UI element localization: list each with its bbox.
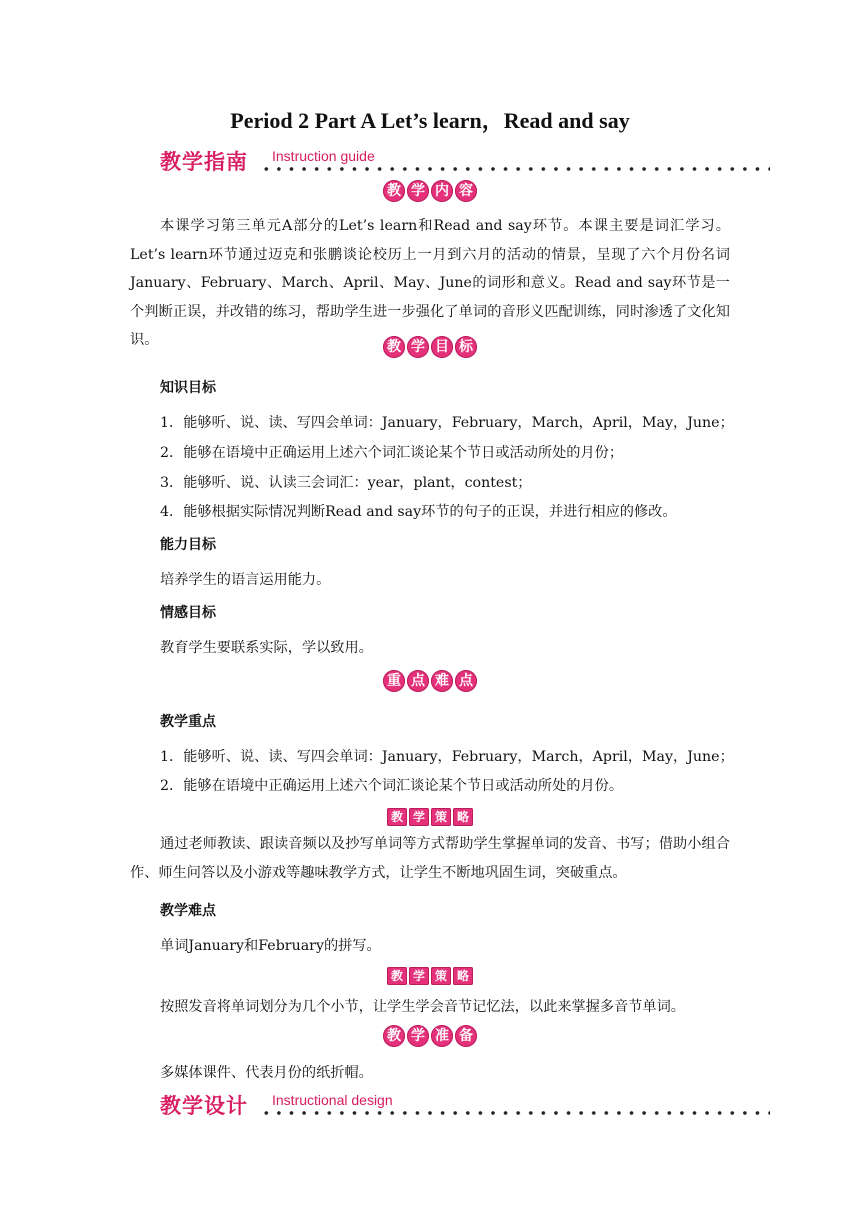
teaching-key-item: 1．能够听、说、读、写四会单词：January，February，March，April，May，June； <box>160 749 734 765</box>
knowledge-goal-item: 2．能够在语境中正确运用上述六个词汇谈论某个节日或活动所处的月份； <box>160 445 624 461</box>
badge-char: 策 <box>431 967 451 985</box>
badge-char: 目 <box>431 336 453 358</box>
badge-char: 教 <box>383 336 405 358</box>
badge-char: 学 <box>407 180 429 202</box>
teaching-key-heading: 教学重点 <box>160 714 216 730</box>
emotion-goals-text: 教育学生要联系实际，学以致用。 <box>160 640 373 656</box>
badge-char: 点 <box>407 670 429 692</box>
teaching-key-strategy: 通过老师教读、跟读音频以及抄写单词等方式帮助学生掌握单词的发音、书写；借助小组合作、师生问答以及小游戏等趣味教学方式，让学生不断地巩固生词，突破重点。 <box>130 836 730 881</box>
badge-char: 教 <box>383 180 405 202</box>
badge-char: 教 <box>383 1025 405 1047</box>
badge-char: 学 <box>407 336 429 358</box>
badge-char: 策 <box>431 808 451 826</box>
preparation-text: 多媒体课件、代表月份的纸折帽。 <box>160 1065 373 1081</box>
ability-goals-heading: 能力目标 <box>160 537 216 553</box>
teaching-difficulty-text: 单词January和February的拼写。 <box>160 938 381 954</box>
section-title-zh: 教学指南 <box>160 150 248 174</box>
dotted-divider <box>260 1110 770 1116</box>
knowledge-goal-item: 3．能够听、说、认读三会词汇：year，plant，contest； <box>160 475 532 491</box>
badge-char: 准 <box>431 1025 453 1047</box>
badge-char: 容 <box>455 180 477 202</box>
badge-char: 内 <box>431 180 453 202</box>
badge-char: 重 <box>383 670 405 692</box>
badge-char: 学 <box>407 1025 429 1047</box>
dotted-divider <box>260 166 770 172</box>
page-title: Period 2 Part A Let’s learn，Read and say <box>230 108 630 133</box>
badge-key-difficult-points <box>0 670 860 694</box>
section-title-en: Instruction guide <box>272 148 375 164</box>
knowledge-goal-item: 1．能够听、说、读、写四会单词：January，February，March，April，May，June； <box>160 415 734 431</box>
badge-char: 标 <box>455 336 477 358</box>
teaching-key-item: 2．能够在语境中正确运用上述六个词汇谈论某个节日或活动所处的月份。 <box>160 778 624 794</box>
badge-char: 教 <box>387 967 407 985</box>
badge-char: 学 <box>409 967 429 985</box>
emotion-goals-heading: 情感目标 <box>160 605 216 621</box>
badge-teaching-goals <box>0 336 860 360</box>
section-header-design <box>160 1090 770 1124</box>
ability-goals-text: 培养学生的语言运用能力。 <box>160 572 331 588</box>
badge-char: 教 <box>387 808 407 826</box>
teaching-difficulty-strategy: 按照发音将单词划分为几个小节，让学生学会音节记忆法，以此来掌握多音节单词。 <box>160 999 685 1015</box>
teaching-difficulty-heading: 教学难点 <box>160 903 216 919</box>
badge-char: 学 <box>409 808 429 826</box>
section-title-zh: 教学设计 <box>160 1094 248 1118</box>
badge-char: 备 <box>455 1025 477 1047</box>
content-paragraph: 本课学习第三单元A部分的Let’s learn和Read and say环节。本课主要是词汇学习。Let’s learn环节通过迈克和张鹏谈论校历上一月到六月的活动的情景，呈现了六个月份名词January、February、March、April、May、June的词形和意义。Read and say环节是一个判断正误，并改错的练习，帮助学生进一步强化了单词的音形义匹配训练，同时渗透了文化知识。 <box>130 218 730 349</box>
knowledge-goal-item: 4．能够根据实际情况判断Read and say环节的句子的正误，并进行相应的修改。 <box>160 504 677 520</box>
badge-teaching-preparation <box>0 1025 860 1049</box>
badge-teaching-content <box>0 180 860 204</box>
badge-char: 略 <box>453 808 473 826</box>
section-header-guide <box>160 146 770 180</box>
badge-char: 略 <box>453 967 473 985</box>
badge-char: 点 <box>455 670 477 692</box>
badge-teaching-strategy <box>0 965 860 989</box>
section-title-en: Instructional design <box>272 1092 393 1108</box>
knowledge-goals-heading: 知识目标 <box>160 380 216 396</box>
badge-char: 难 <box>431 670 453 692</box>
badge-teaching-strategy <box>0 806 860 830</box>
